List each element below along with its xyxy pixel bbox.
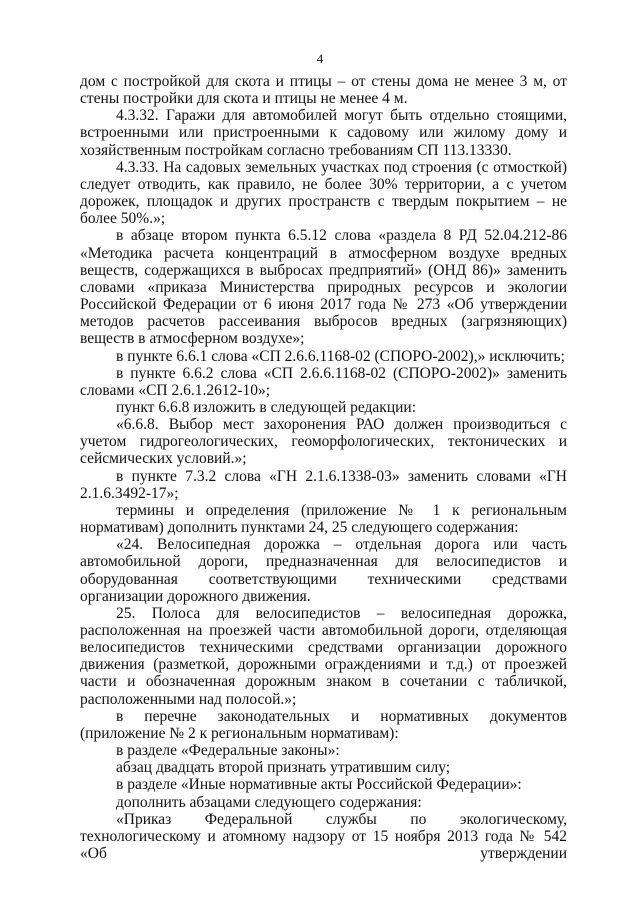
paragraph: в разделе «Иные нормативные акты Российской Федерации»: — [116, 776, 522, 794]
document-body — [80, 73, 567, 862]
paragraph: «Приказ Федеральной службы по экологическому, технологическому и атомному надзору от 15 ноября 2013 года № 542 «Об утверждении — [80, 810, 567, 863]
paragraph: в разделе «Федеральные законы»: — [116, 742, 340, 760]
paragraph: 4.3.32. Гаражи для автомобилей могут быть отдельно стоящими, встроенными или пристроенными к садовому или жилому дому и хозяйственным постройкам согласно требованиям СП 113.13330. — [80, 107, 567, 159]
paragraph: дополнить абзацами следующего содержания: — [116, 793, 422, 811]
paragraph: 4.3.33. На садовых земельных участках под строения (с отмосткой) следует отводить, как правило, не более 30% территории, а с учетом дорожек, площадок и других пространств с твердым покрытием – не более 50%.»; — [80, 158, 567, 228]
paragraph: пункт 6.6.8 изложить в следующей редакции: — [116, 398, 417, 416]
paragraph: дом с постройкой для скота и птицы – от стены дома не менее 3 м, от стены постройки для скота и птицы не менее 4 м. — [80, 73, 567, 108]
paragraph: абзац двадцать второй признать утратившим силу; — [116, 759, 451, 777]
paragraph: в абзаце втором пункта 6.5.12 слова «раздела 8 РД 52.04.212-86 «Методика расчета концентраций в атмосферном воздухе вредных веществ, содержащихся в выбросах предприятий» (ОНД 86)» заменить словами «приказа Министерства природных ресурсов и экологии Российской Федерации от 6 июня 2017 года № 273 «Об утверждении методов расчетов рассеивания выбросов вредных (загрязняющих) веществ в атмосферном воздухе»; — [80, 227, 567, 348]
paragraph: термины и определения (приложение № 1 к региональным нормативам) дополнить пунктами 24, 25 следующего содержания: — [80, 501, 567, 537]
paragraph: «6.6.8. Выбор мест захоронения РАО должен производиться с учетом гидрогеологических, геоморфологических, тектонических и сейсмических условий.»; — [80, 416, 567, 468]
paragraph: в перечне законодательных и нормативных документов (приложение № 2 к региональным нормативам): — [80, 707, 567, 742]
paragraph: «24. Велосипедная дорожка – отдельная дорога или часть автомобильной дороги, предназначенная для велосипедистов и оборудованная соответствующими техническими средствами организации дорожного движения. — [80, 536, 567, 605]
paragraph: в пункте 7.3.2 слова «ГН 2.1.6.1338-03» заменить словами «ГН 2.1.6.3492-17»; — [80, 467, 567, 502]
page-number: 4 — [316, 51, 324, 66]
paragraph: в пункте 6.6.2 слова «СП 2.6.6.1168-02 (СПОРО-2002)» заменить словами «СП 2.6.1.2612-10»; — [80, 364, 567, 399]
paragraph: 25. Полоса для велосипедистов – велосипедная дорожка, расположенная на проезжей части автомобильной дороги, отделяющая велосипедистов техническими средствами организации дорожного движения (разметкой, дорожными ограждениями и т.д.) от проезжей части и обозначенная дорожным знаком в сочетании с табличкой, расположенными над полосой.»; — [80, 604, 567, 708]
paragraph: в пункте 6.6.1 слова «СП 2.6.6.1168-02 (СПОРО-2002),» исключить; — [116, 347, 565, 365]
